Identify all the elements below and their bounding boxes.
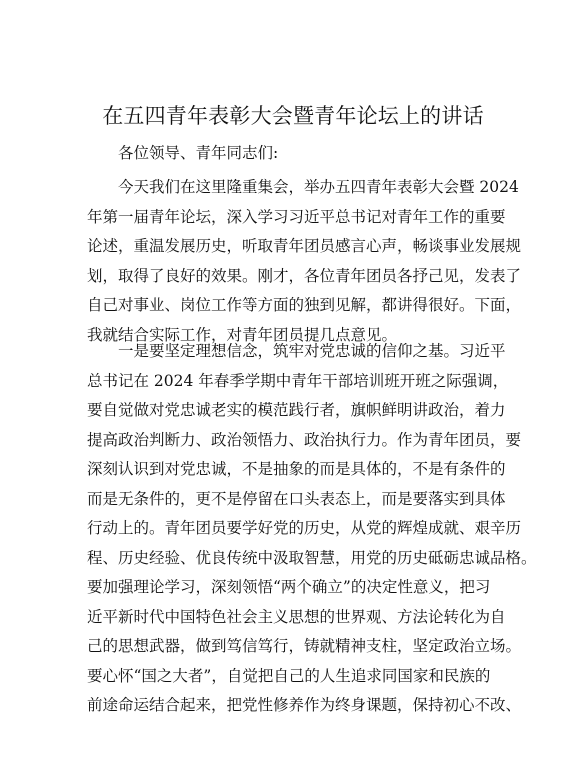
greeting-line: 各位领导、青年同志们: [118,144,279,162]
text-line: 总书记在 2024 年春季学期中青年干部培训班开班之际强调， [87,371,509,390]
text-line: 己的思想武器，做到笃信笃行，铸就精神支柱，坚定政治立场。 [87,637,522,655]
text-line: 行动上的。青年团员要学好党的历史，从党的辉煌成就、艰辛历 [87,519,522,537]
text-line: 今天我们在这里隆重集会，举办五四青年表彰大会暨 2024 [118,178,519,196]
text-line: 划，取得了良好的效果。刚才，各位青年团员各抒己见，发表了 [87,266,522,285]
text-line: 我就结合实际工作，对青年团员提几点意见。 [87,325,398,344]
text-line: 近平新时代中国特色社会主义思想的世界观、方法论转化为自 [87,607,506,626]
text-line: 要自觉做对党忠诚老实的模范践行者，旗帜鲜明讲政治，着力 [87,401,506,419]
text-line: 要加强理论学习，深刻领悟“两个确立”的决定性意义，把习 [87,578,491,596]
text-line: 程、历史经验、优良传统中汲取智慧，用党的历史砥砺忠诚品格。 [87,548,537,567]
text-line: 要心怀“国之大者”，自觉把自己的人生追求同国家和民族的 [87,666,491,685]
text-line: 前途命运结合起来，把党性修养作为终身课题，保持初心不改、 [87,696,522,714]
text-line: 一是要坚定理想信念，筑牢对党忠诚的信仰之基。习近平 [118,342,506,360]
paragraph-1 [87,173,522,350]
text-line: 深刻认识到对党忠诚，不是抽象的而是具体的，不是有条件的 [87,460,506,478]
text-line: 自己对事业、岗位工作等方面的独到见解，都讲得很好。下面， [87,296,522,314]
text-line: 论述，重温发展历史，听取青年团员感言心声，畅谈事业发展规 [87,237,522,255]
paragraph-2 [87,337,537,721]
text-line: 年第一届青年论坛，深入学习习近平总书记对青年工作的重要 [87,207,506,226]
page-title: 在五四青年表彰大会暨青年论坛上的讲话 [102,104,484,128]
text-line: 提高政治判断力、政治领悟力、政治执行力。作为青年团员，要 [87,430,522,449]
text-line: 而是无条件的，更不是停留在口头表态上，而是要落实到具体 [87,489,506,508]
